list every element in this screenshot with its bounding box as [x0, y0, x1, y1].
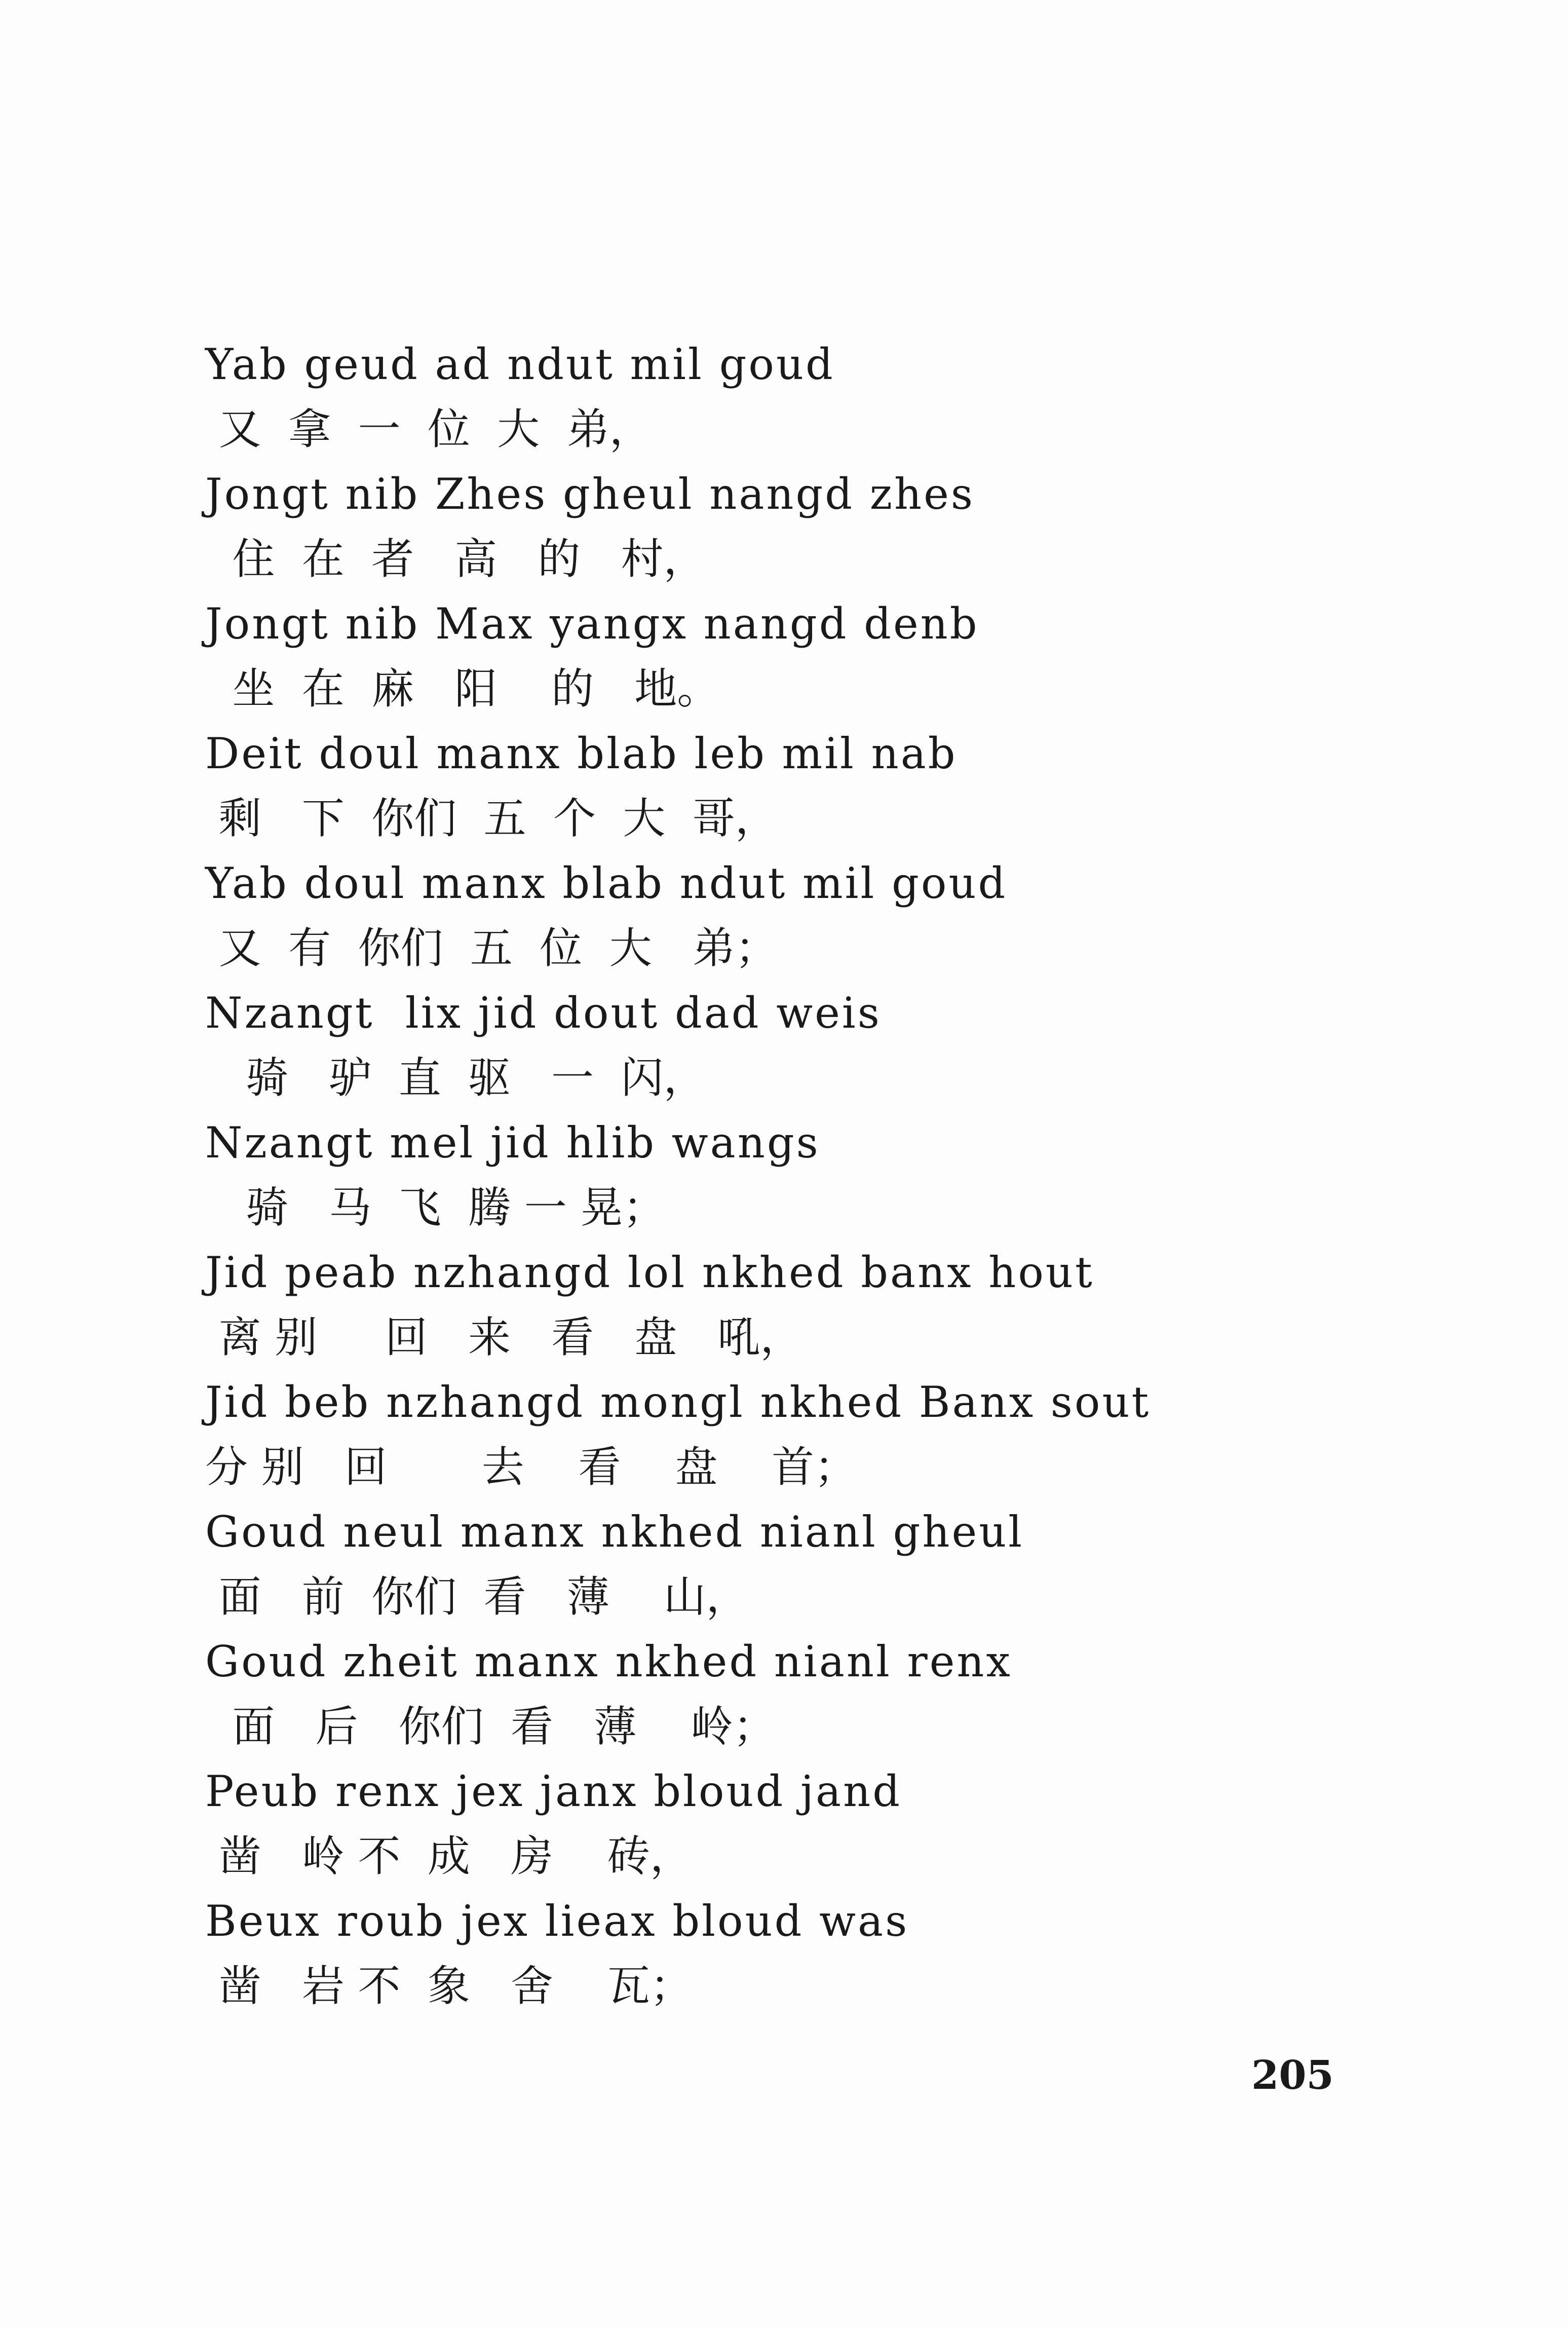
chinese-gloss-line: 坐 在 麻 阳 的 地。 — [205, 664, 720, 713]
chinese-gloss-line: 骑 驴 直 驱 一 闪， — [205, 1053, 706, 1103]
verse-pair-10 — [205, 1499, 1421, 1629]
verse-pair-5 — [205, 851, 1421, 981]
romanized-line: Beux roub jex lieax bloud was — [205, 1896, 909, 1946]
verse-pair-8 — [205, 1240, 1421, 1370]
verse-pair-9 — [205, 1370, 1421, 1499]
chinese-gloss-line: 又 有 你们 五 位 大 弟； — [205, 923, 778, 973]
bilingual-verse-block — [205, 332, 1421, 2018]
romanized-line: Yab doul manx blab ndut mil goud — [205, 858, 1008, 908]
verse-pair-3 — [205, 591, 1421, 721]
chinese-gloss-line: 凿 岩 不 象 舍 瓦； — [205, 1961, 693, 2011]
romanized-line: Nzangt mel jid hlib wangs — [205, 1118, 820, 1168]
chinese-gloss-line: 住 在 者 高 的 村， — [205, 534, 706, 584]
romanized-line: Jid beb nzhangd mongl nkhed Banx sout — [205, 1377, 1151, 1427]
verse-pair-7 — [205, 1110, 1421, 1240]
chinese-gloss-line: 面 后 你们 看 薄 岭； — [205, 1702, 776, 1751]
verse-pair-4 — [205, 721, 1421, 851]
romanized-line: Jid peab nzhangd lol nkhed banx hout — [205, 1248, 1094, 1297]
chinese-gloss-line: 离 别 回 来 看 盘 吼， — [205, 1312, 803, 1362]
chinese-gloss-line: 骑 马 飞 腾 一 晃； — [205, 1183, 666, 1232]
verse-pair-12 — [205, 1759, 1421, 1889]
verse-pair-6 — [205, 981, 1421, 1110]
romanized-line: Goud neul manx nkhed nianl gheul — [205, 1507, 1024, 1557]
chinese-gloss-line: 又 拿 一 位 大 弟， — [205, 404, 652, 454]
chinese-gloss-line: 凿 岭 不 成 房 砖， — [205, 1831, 693, 1881]
chinese-gloss-line: 剩 下 你们 五 个 大 哥， — [205, 794, 778, 843]
romanized-line: Jongt nib Zhes gheul nangd zhes — [205, 469, 975, 519]
romanized-line: Deit doul manx blab leb mil nab — [205, 729, 958, 778]
page-number: 205 — [1251, 2052, 1334, 2098]
chinese-gloss-line: 面 前 你们 看 薄 山， — [205, 1572, 749, 1622]
romanized-line: Jongt nib Max yangx nangd denb — [205, 599, 979, 649]
verse-pair-13 — [205, 1889, 1421, 2018]
verse-pair-1 — [205, 332, 1421, 462]
verse-pair-2 — [205, 462, 1421, 591]
romanized-line: Goud zheit manx nkhed nianl renx — [205, 1637, 1012, 1686]
romanized-line: Nzangt lix jid dout dad weis — [205, 988, 882, 1038]
verse-pair-11 — [205, 1629, 1421, 1759]
romanized-line: Yab geud ad ndut mil goud — [205, 340, 835, 389]
chinese-gloss-line: 分 别 回 去 看 盘 首； — [205, 1442, 857, 1492]
romanized-line: Peub renx jex janx bloud jand — [205, 1767, 902, 1816]
